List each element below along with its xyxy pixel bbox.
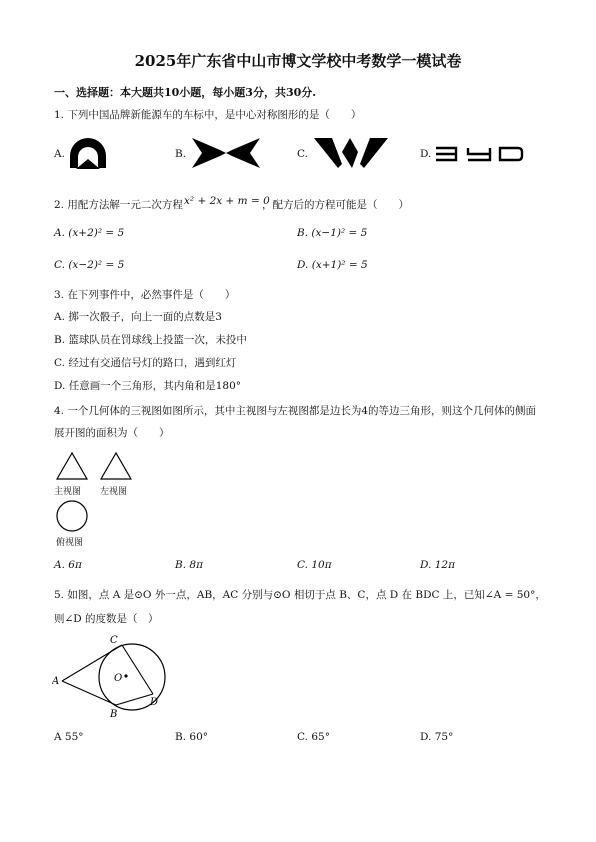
q3-opt-d[interactable]: D. 任意画一个三角形，其内角和是180° xyxy=(54,380,242,392)
q3-opt-a[interactable]: A. 掷一次骰子，向上一面的点数是3 xyxy=(54,311,222,323)
q5-stem-line2: 则∠D 的度数是（ ） xyxy=(54,613,159,625)
q4-views-figure xyxy=(54,450,144,486)
q1-opt-a[interactable]: A. xyxy=(54,148,65,160)
chord-bd xyxy=(116,694,153,705)
q3-stem: 3. 在下列事件中，必然事件是（ ） xyxy=(54,289,236,301)
q4-label-top: 俯视图 xyxy=(56,538,84,548)
center-dot xyxy=(124,674,127,677)
page-title: 2025年广东省中山市博文学校中考数学一模试卷 xyxy=(134,52,462,70)
q5-opt-b[interactable]: B. 60° xyxy=(175,731,209,743)
nio-logo-icon xyxy=(66,132,110,172)
q4-top-view-figure xyxy=(54,499,94,535)
chord-cd xyxy=(122,645,153,694)
q5-circle-figure xyxy=(52,633,170,721)
side-view-triangle xyxy=(101,453,131,479)
q2-equation: x² + 2x + m = 0 xyxy=(184,195,270,207)
q4-stem-line2: 展开图的面积为（ ） xyxy=(54,427,170,439)
xpeng-logo-icon xyxy=(190,136,262,170)
q1-stem: 1. 下列中国品牌新能源车的车标中，是中心对称图形的是（ ） xyxy=(54,109,362,121)
q5-opt-d[interactable]: D. 75° xyxy=(420,731,454,743)
front-view-triangle xyxy=(57,453,87,479)
q4-opt-d[interactable]: D. 12π xyxy=(420,559,455,571)
q5-stem-line1: 5. 如图，点 A 是⊙O 外一点，AB，AC 分别与⊙O 相切于点 B、C，点 D 在 BDC 上，已知∠A = 50°， xyxy=(54,589,546,601)
wey-logo-icon xyxy=(312,134,390,170)
q5-opt-a[interactable]: A 55° xyxy=(54,731,84,743)
q2-opt-c[interactable]: C. (x−2)² = 5 xyxy=(54,259,125,271)
q2-opt-a[interactable]: A. (x+2)² = 5 xyxy=(54,227,125,239)
q2-opt-d[interactable]: D. (x+1)² = 5 xyxy=(297,259,368,271)
point-b: B xyxy=(110,709,118,720)
q3-opt-c[interactable]: C. 经过有交通信号灯的路口，遇到红灯 xyxy=(54,357,237,369)
section-heading: 一、选择题：本大题共10小题，每小题3分，共30分. xyxy=(54,86,317,99)
point-c: C xyxy=(110,635,118,646)
top-view-circle xyxy=(57,501,87,531)
point-d: D xyxy=(150,697,159,708)
q4-opt-a[interactable]: A. 6π xyxy=(54,559,82,571)
point-a: A xyxy=(52,676,60,687)
q1-opt-b[interactable]: B. xyxy=(175,148,187,160)
q2-stem-b: ，配方后的方程可能是（ ） xyxy=(262,199,409,211)
q4-opt-c[interactable]: C. 10π xyxy=(297,559,332,571)
q2-opt-b[interactable]: B. (x−1)² = 5 xyxy=(297,227,368,239)
q2-stem-a: 2. 用配方法解一元二次方程 xyxy=(54,199,183,211)
q4-label-front: 主视图 xyxy=(54,487,82,497)
q4-opt-b[interactable]: B. 8π xyxy=(175,559,203,571)
q4-stem-line1: 4. 一个几何体的三视图如图所示，其中主视图与左视图都是边长为4的等边三角形，则这个几何体的侧面 xyxy=(54,405,537,417)
tangent-ac xyxy=(62,645,122,681)
tangent-ab xyxy=(62,681,116,705)
q1-opt-d[interactable]: D. xyxy=(420,148,432,160)
q5-opt-c[interactable]: C. 65° xyxy=(297,731,330,743)
q3-opt-b[interactable]: B. 篮球队员在罚球线上投篮一次，未投中 xyxy=(54,334,247,346)
q4-label-side: 左视图 xyxy=(100,487,128,497)
q1-opt-c[interactable]: C. xyxy=(297,148,308,160)
point-o: O xyxy=(114,673,123,684)
byd-logo-icon xyxy=(434,146,524,162)
